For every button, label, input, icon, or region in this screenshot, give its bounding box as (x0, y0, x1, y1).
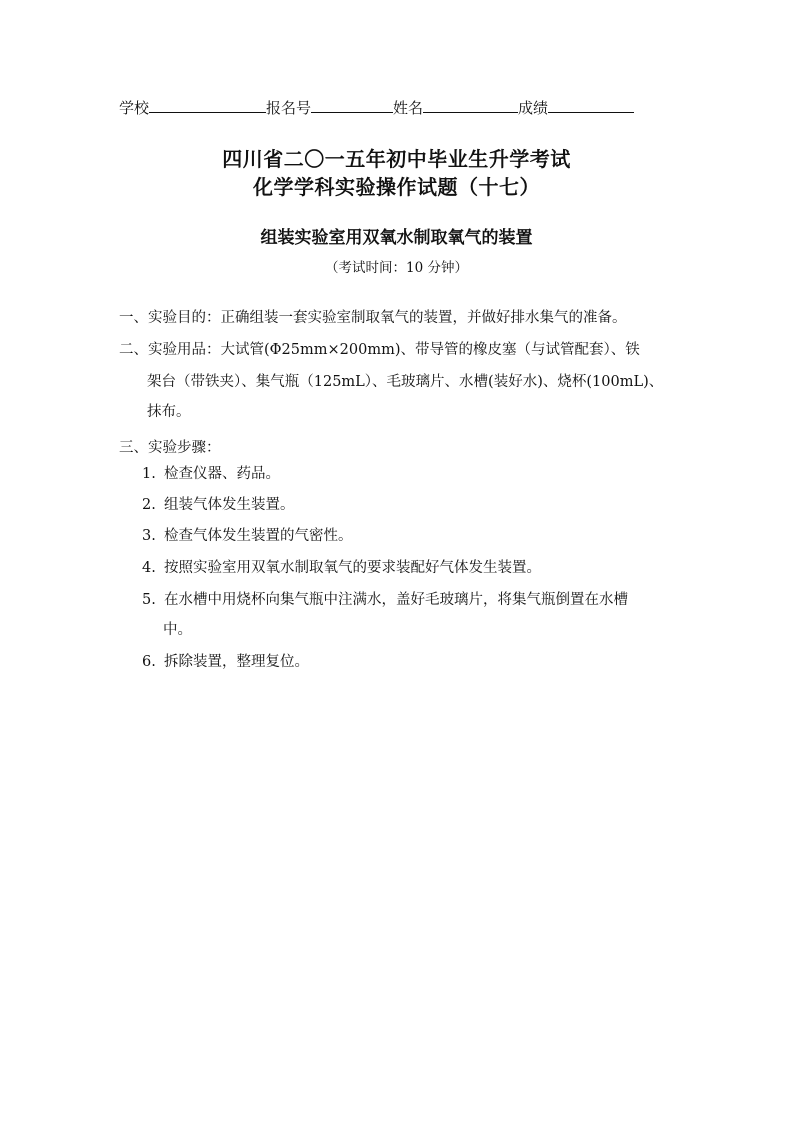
step-text: 在水槽中用烧杯向集气瓶中注满水，盖好毛玻璃片，将集气瓶倒置在水槽 (164, 592, 628, 608)
name-label: 姓名 (393, 99, 424, 117)
materials-section-line: 抹布。 (147, 404, 191, 420)
step-number: 3. (142, 528, 156, 544)
step-number: 6. (142, 654, 156, 670)
school-label: 学校 (119, 99, 150, 117)
registration-field[interactable] (311, 96, 393, 113)
score-label: 成绩 (518, 99, 549, 117)
step-number: 2. (142, 497, 156, 513)
candidate-info-line (119, 96, 679, 118)
step-number: 4. (142, 560, 156, 576)
purpose-section: 一、实验目的：正确组装一套实验室制取氧气的装置，并做好排水集气的准备。 (119, 310, 627, 326)
step-number: 5. (142, 592, 156, 608)
step-item (142, 558, 541, 578)
step-item (142, 652, 309, 672)
materials-section-line: 二、实验用品：大试管(Φ25mm×200mm)、带导管的橡皮塞（与试管配套）、铁 (119, 342, 640, 358)
experiment-name: 组装实验室用双氧水制取氧气的装置 (260, 228, 533, 248)
exam-title: 四川省二〇一五年初中毕业生升学考试 (222, 147, 571, 171)
score-field[interactable] (548, 96, 634, 113)
exam-subject-title: 化学学科实验操作试题（十七） (253, 175, 540, 199)
materials-section-line: 架台（带铁夹）、集气瓶（125mL）、毛玻璃片、水槽(装好水)、烧杯(100mL)、 (147, 374, 664, 390)
step-item (142, 590, 628, 610)
step-item (142, 526, 353, 546)
step-text: 组装气体发生装置。 (164, 497, 295, 513)
school-field[interactable] (149, 96, 266, 113)
exam-time-note: （考试时间：10 分钟） (325, 260, 468, 276)
step-number: 1. (142, 466, 156, 482)
step-item (142, 464, 280, 484)
step-text-continuation: 中。 (163, 622, 192, 638)
step-text: 拆除装置，整理复位。 (164, 654, 309, 670)
step-text: 检查气体发生装置的气密性。 (164, 528, 353, 544)
step-text: 按照实验室用双氧水制取氧气的要求装配好气体发生装置。 (164, 560, 541, 576)
steps-heading: 三、实验步骤： (119, 440, 221, 456)
name-field[interactable] (423, 96, 518, 113)
step-text: 检查仪器、药品。 (164, 466, 280, 482)
step-item (142, 495, 295, 515)
registration-label: 报名号 (266, 99, 312, 117)
